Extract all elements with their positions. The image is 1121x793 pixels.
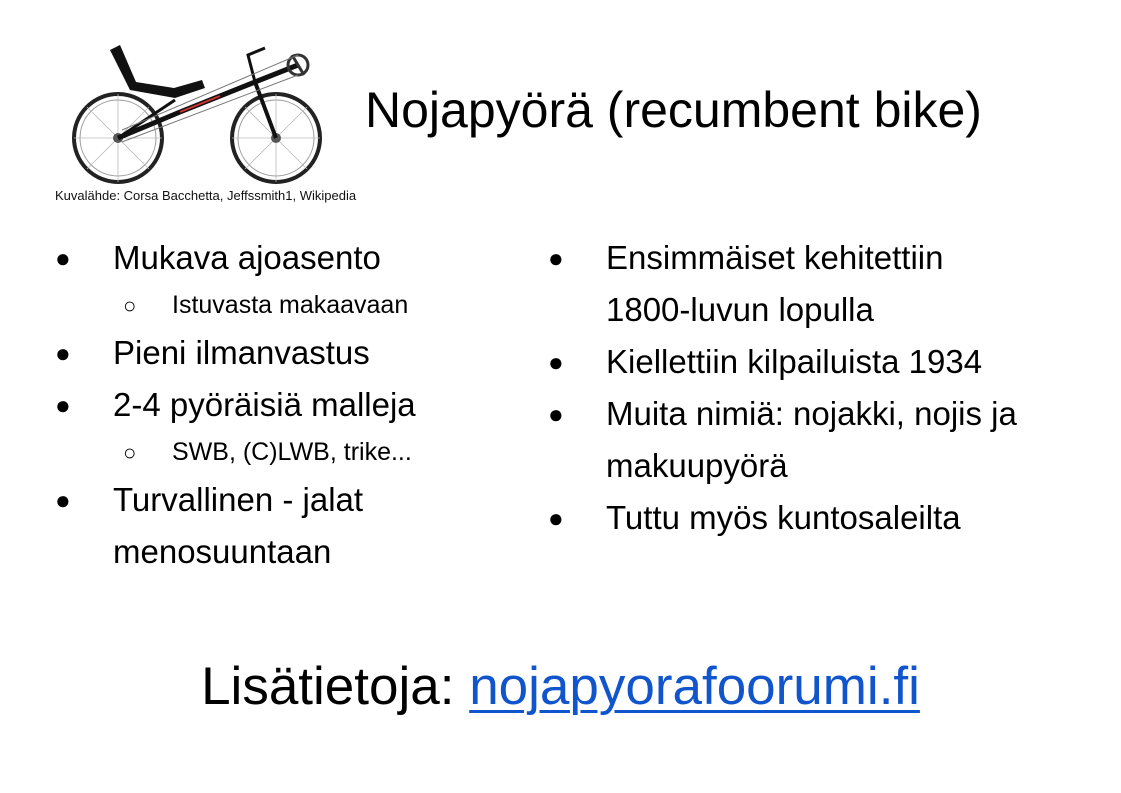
list-item-text: 2-4 pyöräisiä malleja — [113, 386, 416, 423]
right-bullet-list — [548, 232, 1088, 544]
list-item-text: Kiellettiin kilpailuista 1934 — [606, 343, 983, 380]
list-item-text: Tuttu myös kuntosaleilta — [606, 499, 961, 536]
list-item — [55, 379, 495, 431]
list-item — [55, 474, 453, 578]
bullet-icon: ● — [548, 347, 564, 377]
list-item — [548, 388, 1076, 492]
bullet-icon: ● — [55, 390, 71, 420]
list-item-text: Muita nimiä: nojakki, nojis ja makuupyörä — [606, 395, 1017, 484]
list-item-text: SWB, (C)LWB, trike... — [172, 438, 412, 466]
bullet-icon: ● — [548, 503, 564, 533]
left-bullet-list — [55, 232, 495, 578]
hollow-bullet-icon: ○ — [123, 293, 137, 318]
list-item-text: Turvallinen - jalat menosuuntaan — [113, 481, 364, 570]
sub-list-item — [55, 431, 495, 474]
recumbent-bike-image — [70, 30, 330, 190]
list-item-text: Istuvasta makaavaan — [172, 291, 409, 319]
forum-link[interactable]: nojapyorafoorumi.fi — [469, 657, 920, 716]
more-info-label: Lisätietoja: — [201, 657, 455, 716]
image-caption: Kuvalähde: Corsa Bacchetta, Jeffssmith1, Wikipedia — [55, 188, 357, 203]
bullet-icon: ● — [55, 338, 71, 368]
list-item — [548, 232, 1006, 336]
list-item — [55, 327, 495, 379]
bullet-icon: ● — [548, 399, 564, 429]
list-item-text: Mukava ajoasento — [113, 239, 381, 276]
list-item — [548, 492, 1086, 544]
list-item — [548, 336, 1086, 388]
bullet-icon: ● — [55, 485, 71, 515]
slide-title: Nojapyörä (recumbent bike) — [365, 82, 982, 138]
more-info-line — [0, 652, 1121, 722]
bullet-icon: ● — [55, 243, 71, 273]
hollow-bullet-icon: ○ — [123, 440, 137, 465]
bullet-icon: ● — [548, 243, 564, 273]
list-item-text: Ensimmäiset kehitettiin 1800-luvun lopulla — [606, 239, 944, 328]
list-item — [55, 232, 495, 284]
list-item-text: Pieni ilmanvastus — [113, 334, 370, 371]
sub-list-item — [55, 284, 495, 327]
